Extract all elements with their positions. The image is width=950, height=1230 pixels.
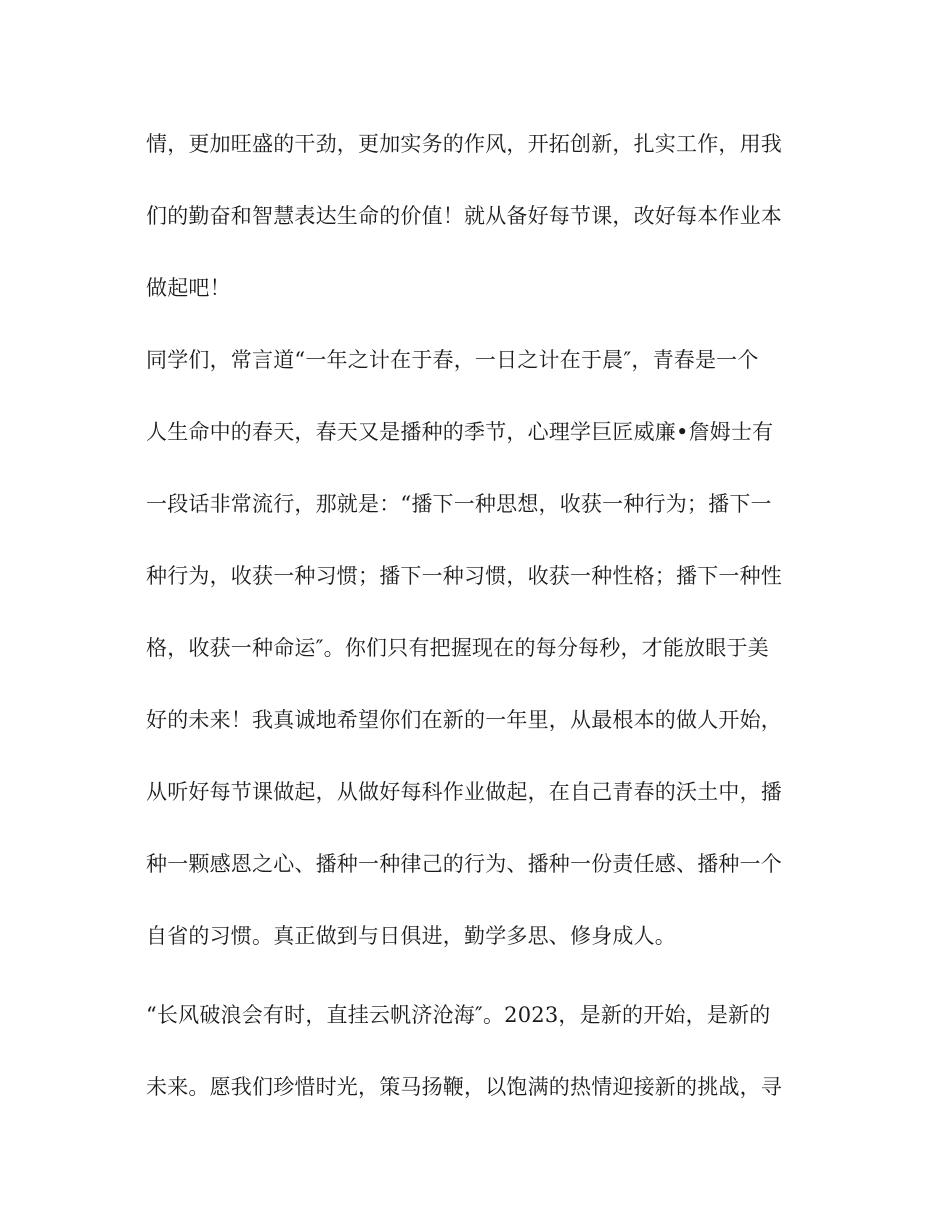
text-line: “长风破浪会有时，直挂云帆济沧海″。2023，是新的开始，是新的	[146, 1003, 771, 1027]
text-line: 从听好每节课做起，从做好每科作业做起，在自己青春的沃土中，播	[146, 780, 782, 804]
text-line: 做起吧！	[146, 276, 231, 300]
text-line: 未来。愿我们珍惜时光，策马扬鞭，以饱满的热情迎接新的挑战，寻	[146, 1075, 782, 1099]
text-line: 种行为，收获一种习惯；播下一种习惯，收获一种性格；播下一种性	[146, 564, 782, 588]
text-line: 一段话非常流行，那就是：“播下一种思想，收获一种行为；播下一	[146, 492, 772, 516]
text-line: 种一颗感恩之心、播种一种律己的行为、播种一份责任感、播种一个	[146, 852, 782, 876]
text-line: 自省的习惯。真正做到与日俱进，勤学多思、修身成人。	[146, 924, 676, 948]
text-line: 同学们，常言道“一年之计在于春，一日之计在于晨″，青春是一个	[146, 348, 759, 372]
text-line: 情，更加旺盛的干劲，更加实务的作风，开拓创新，扎实工作，用我	[146, 132, 782, 156]
text-line: 好的未来！我真诚地希望你们在新的一年里，从最根本的做人开始，	[146, 708, 782, 732]
text-line: 人生命中的春天，春天又是播种的季节，心理学巨匠威廉•詹姆士有	[146, 420, 774, 444]
text-line: 格，收获一种命运″。你们只有把握现在的每分每秒，才能放眼于美	[146, 636, 769, 660]
text-line: 们的勤奋和智慧表达生命的价值！就从备好每节课，改好每本作业本	[146, 204, 782, 228]
